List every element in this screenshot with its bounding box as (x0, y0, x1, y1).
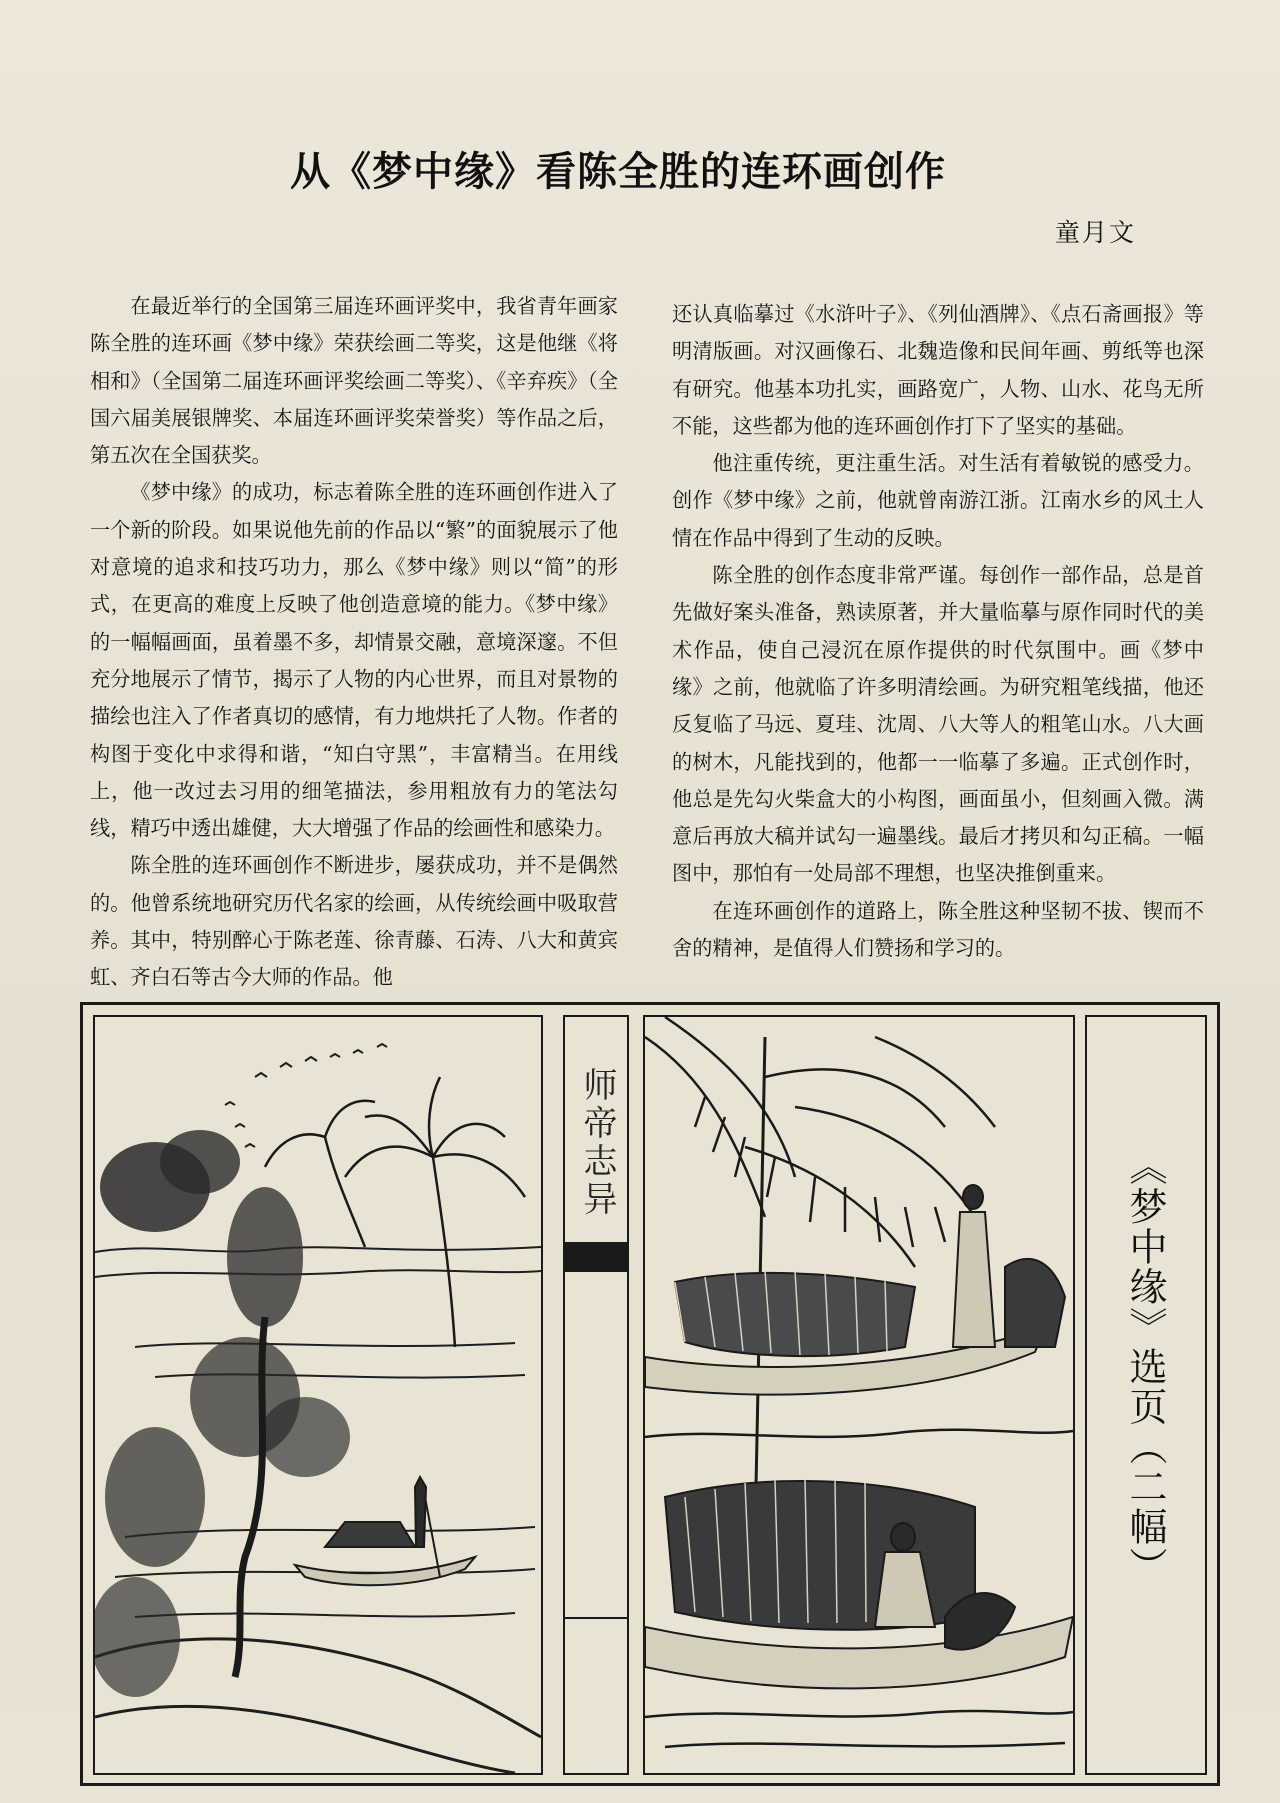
right-text-column (672, 296, 1204, 967)
paragraph: 陈全胜的连环画创作不断进步，屡获成功，并不是偶然的。他曾系统地研究历代名家的绘画，从传统绘画中吸取营养。其中，特别醉心于陈老莲、徐青藤、石涛、八大和黄宾虹、齐白石等古今大师的作品。他 (90, 853, 618, 990)
paragraph: 在连环画创作的道路上，陈全胜这种坚韧不拔、锲而不舍的精神，是值得人们赞扬和学习的。 (672, 898, 1204, 961)
boats-drawing (645, 1017, 1073, 1773)
landscape-drawing (95, 1017, 541, 1773)
paragraph: 他注重传统，更注重生活。对生活有着敏锐的感受力。创作《梦中缘》之前，他就曾南游江浙。江南水乡的风土人情在作品中得到了生动的反映。 (672, 451, 1204, 550)
book-spine (563, 1015, 629, 1775)
left-text-column (90, 288, 618, 997)
illustration-frame (80, 1002, 1220, 1786)
article-title: 从《梦中缘》看陈全胜的连环画创作 (290, 149, 946, 195)
spine-divider (565, 1617, 627, 1619)
paragraph-continued: 还认真临摹过《水浒叶子》、《列仙酒牌》、《点石斋画报》等明清版画。对汉画像石、北魏造像和民间年画、剪纸等也深有研究。他基本功扎实，画路宽广，人物、山水、花鸟无所不能，这些都为他的连环画创作打下了坚实的基础。 (672, 302, 1204, 438)
spine-title: 师帝志异 (577, 1067, 617, 1219)
paragraph: 《梦中缘》的成功，标志着陈全胜的连环画创作进入了一个新的阶段。如果说他先前的作品以“繁”的面貌展示了他对意境的追求和技巧功力，那么《梦中缘》则以“简”的形式，在更高的难度上反映了他创造意境的能力。《梦中缘》的一幅幅画面，虽着墨不多，却情景交融，意境深邃。不但充分地展示了情节，揭示了人物的内心世界，而且对景物的描绘也注入了作者真切的感情，有力地烘托了人物。作者的构图于变化中求得和谐，“知白守黑”，丰富精当。在用线上，他一改过去习用的细笔描法，参用粗放有力的笔法勾线，精巧中透出雄健，大大增强了作品的绘画性和感染力。 (90, 480, 618, 841)
article-author: 童月文 (1055, 218, 1137, 247)
spine-band (565, 1242, 627, 1272)
caption-box (1085, 1015, 1207, 1775)
illustration-panel-landscape (93, 1015, 543, 1775)
illustration-panel-boats (643, 1015, 1075, 1775)
paragraph: 在最近举行的全国第三届连环画评奖中，我省青年画家陈全胜的连环画《梦中缘》荣获绘画二等奖，这是他继《将相和》（全国第二届连环画评奖绘画二等奖）、《辛弃疾》（全国六届美展银牌奖、本届连环画评奖荣誉奖）等作品之后，第五次在全国获奖。 (90, 294, 618, 468)
illustration-caption: 《梦中缘》选页（二幅） (1123, 1147, 1167, 1587)
paragraph: 陈全胜的创作态度非常严谨。每创作一部作品，总是首先做好案头准备，熟读原著，并大量临摹与原作同时代的美术作品，使自己浸沉在原作提供的时代氛围中。画《梦中缘》之前，他就临了许多明清绘画。为研究粗笔线描，他还反复临了马远、夏珪、沈周、八大等人的粗笔山水。八大画的树木，凡能找到的，他都一一临摹了多遍。正式创作时，他总是先勾火柴盒大的小构图，画面虽小，但刻画入微。满意后再放大稿并试勾一遍墨线。最后才拷贝和勾正稿。一幅图中，那怕有一处局部不理想，也坚决推倒重来。 (672, 563, 1204, 886)
